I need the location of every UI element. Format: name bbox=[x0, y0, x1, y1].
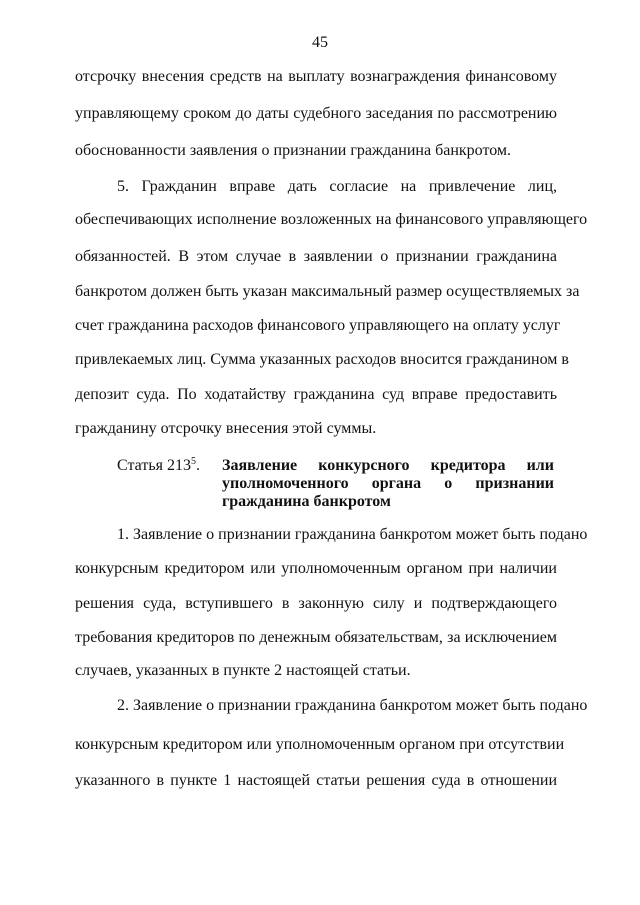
text-line: обеспечивающих исполнение возложенных на финансового управляющего bbox=[75, 211, 588, 228]
text-line: конкурсным кредитором или уполномоченным органом при отсутствии bbox=[75, 736, 565, 753]
text-line: обязанностей. В этом случае в заявлении о признании гражданина bbox=[75, 248, 557, 265]
text-line: гражданину отсрочку внесения этой суммы. bbox=[75, 420, 377, 437]
text-line: депозит суда. По ходатайству гражданина суд вправе предоставить bbox=[75, 386, 557, 403]
text-line: 1. Заявление о признании гражданина банкротом может быть подано bbox=[117, 526, 588, 543]
article-title-line: гражданина банкротом bbox=[222, 493, 391, 510]
text-line: случаев, указанных в пункте 2 настоящей статьи. bbox=[75, 662, 411, 679]
page-number: 45 bbox=[312, 34, 328, 51]
text-line: требования кредиторов по денежным обязательствам, за исключением bbox=[75, 629, 557, 646]
text-line: управляющему сроком до даты судебного заседания по рассмотрению bbox=[75, 105, 557, 122]
text-line: обоснованности заявления о признании гражданина банкротом. bbox=[75, 142, 512, 159]
article-number: Статья $213^5$. bbox=[117, 456, 200, 474]
text-line: 2. Заявление о признании гражданина банкротом может быть подано bbox=[117, 697, 588, 714]
text-line: конкурсным кредитором или уполномоченным органом при наличии bbox=[75, 560, 557, 577]
text-line: привлекаемых лиц. Сумма указанных расходов вносится гражданином в bbox=[75, 351, 569, 368]
article-number-superscript: 5 bbox=[190, 456, 196, 467]
text-line: отсрочку внесения средств на выплату вознаграждения финансовому bbox=[75, 68, 557, 85]
article-title-line: уполномоченного органа о признании bbox=[222, 475, 554, 492]
text-line: 5. Гражданин вправе дать согласие на привлечение лиц, bbox=[117, 178, 557, 195]
text-line: указанного в пункте 1 настоящей статьи решения суда в отношении bbox=[75, 772, 557, 789]
text-line: банкротом должен быть указан максимальный размер осуществляемых за bbox=[75, 283, 580, 300]
text-line: счет гражданина расходов финансового управляющего на оплату услуг bbox=[75, 317, 561, 334]
article-title-line: Заявление конкурсного кредитора или bbox=[222, 457, 554, 474]
text-line: решения суда, вступившего в законную силу и подтверждающего bbox=[75, 595, 557, 612]
